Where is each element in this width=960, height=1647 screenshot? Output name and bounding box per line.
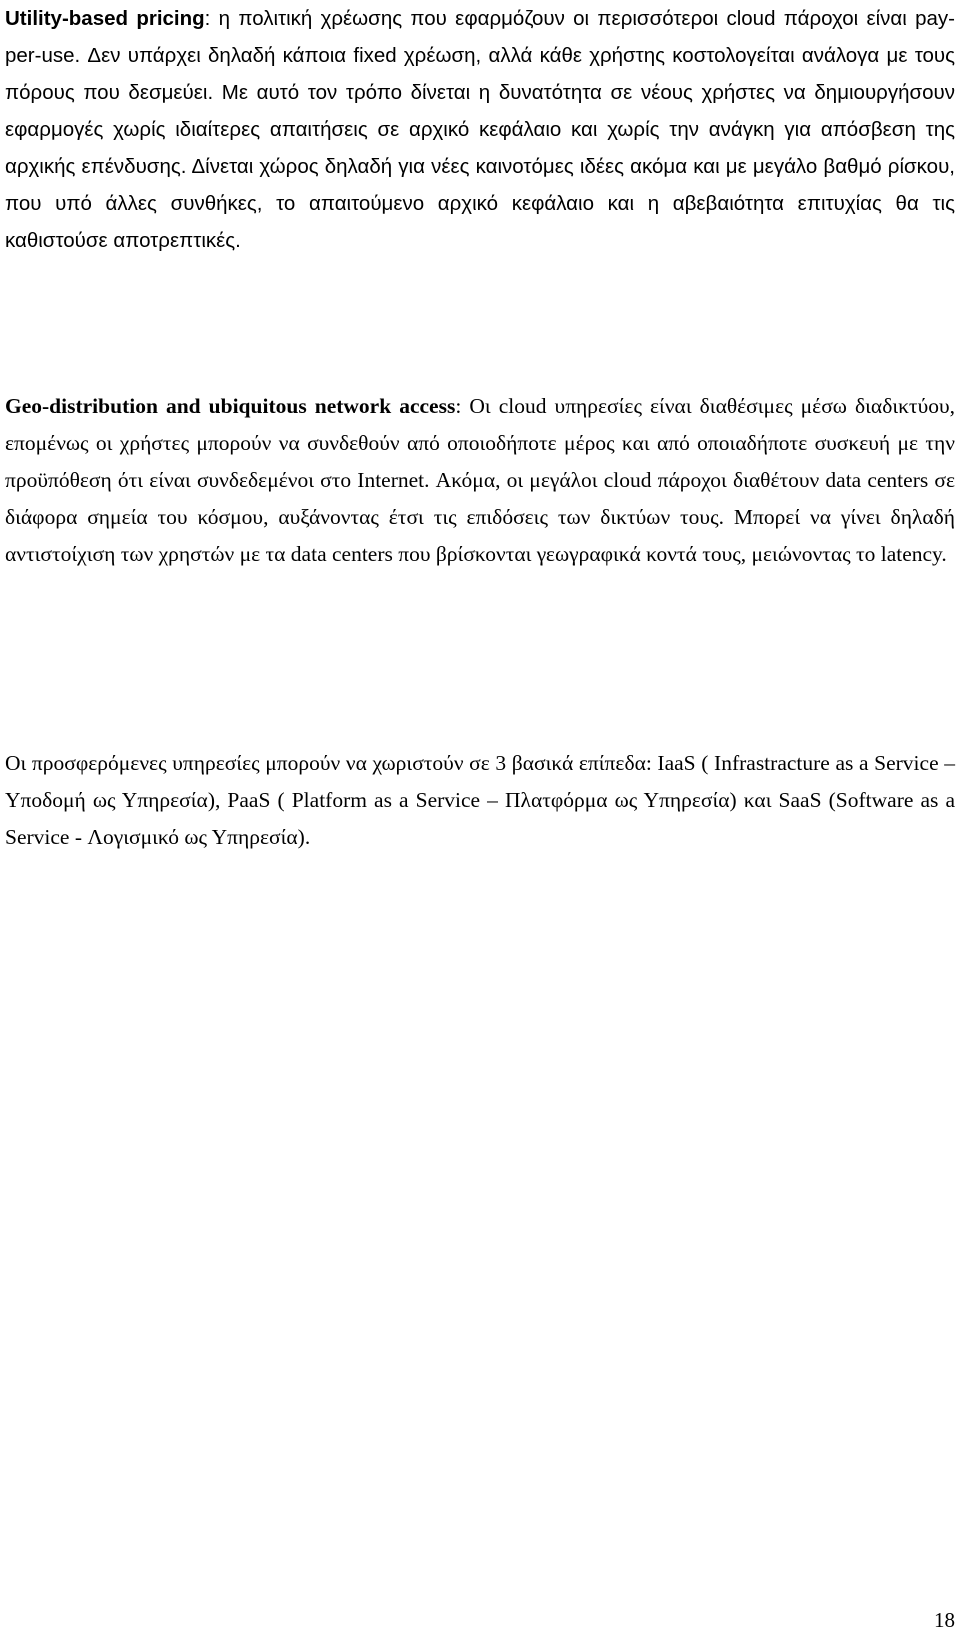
paragraph-service-levels: [5, 745, 955, 856]
paragraph-body: : Οι cloud υπηρεσίες είναι διαθέσιμες μέσω διαδικτύου, επομένως οι χρήστες μπορούν να συνδεθούν από οποιοδήποτε μέρος και από οποιαδήποτε συσκευή με την προϋπόθεση ότι είναι συνδεδεμένοι στο Internet. Ακόμα, οι μεγάλοι cloud πάροχοι διαθέτουν data centers σε διάφορα σημεία του κόσμου, αυξάνοντας έτσι τις επιδόσεις των δικτύων τους. Μπορεί να γίνει δηλαδή αντιστοίχιση των χρηστών με τα data centers που βρίσκονται γεωγραφικά κοντά τους, μειώνοντας το latency.: [5, 394, 955, 566]
paragraph-utility-based-pricing: [5, 0, 955, 259]
term-utility-based-pricing: Utility-based pricing: [5, 7, 205, 30]
paragraph-body: : η πολιτική χρέωσης που εφαρμόζουν οι περισσότεροι cloud πάροχοι είναι pay-per-use. Δεν υπάρχει δηλαδή κάποια fixed χρέωση, αλλά κάθε χρήστης κοστολογείται ανάλογα με τους πόρους που δεσμεύει. Με αυτό τον τρόπο δίνεται η δυνατότητα σε νέους χρήστες να δημιουργήσουν εφαρμογές χωρίς ιδιαίτερες απαιτήσεις σε αρχικό κεφάλαιο και χωρίς την ανάγκη για απόσβεση της αρχικής επένδυσης. Δίνεται χώρος δηλαδή για νέες καινοτόμες ιδέες ακόμα και με μεγάλο βαθμό ρίσκου, που υπό άλλες συνθήκες, το απαιτούμενο αρχικό κεφάλαιο και η αβεβαιότητα επιτυχίας θα τις καθιστούσε αποτρεπτικές.: [5, 7, 955, 252]
term-geo-distribution: Geo-distribution and ubiquitous network access: [5, 394, 456, 418]
paragraph-body: Οι προσφερόμενες υπηρεσίες μπορούν να χωριστούν σε 3 βασικά επίπεδα: IaaS ( Infrastracture as a Service – Υποδομή ως Υπηρεσία), PaaS ( Platform as a Service – Πλατφόρμα ως Υπηρεσία) και SaaS (Software as a Service - Λογισμικό ως Υπηρεσία).: [5, 751, 955, 849]
paragraph-geo-distribution: [5, 388, 955, 573]
page-number: 18: [934, 1608, 955, 1632]
